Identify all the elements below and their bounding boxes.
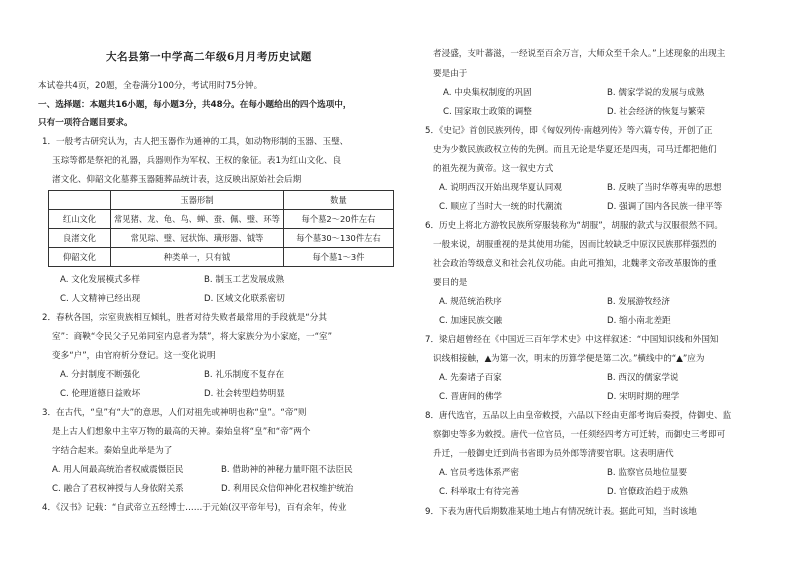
q2-option-b[interactable]: B. 礼乐制度不复存在 [204, 370, 285, 380]
q3-line-1: 3．在古代，“皇”有“大”的意思，人们对祖先或神明也称“皇”。“帝”则 [42, 408, 307, 418]
q6-option-c[interactable]: C. 加速民族交融 [439, 316, 503, 326]
table-cell: 仰韶文化 [49, 248, 111, 267]
q6-line-3: 社会政治等级意义和社会礼仪功能。由此可推知，北魏孝文帝改革服饰的重 [433, 259, 717, 269]
q7-line-2: 识线相接触，▲为第一次，明末的历算学便是第二次。”横线中的“▲”应为 [433, 354, 705, 364]
q1-line-1: 1．一般考古研究认为，古人把玉器作为通神的工具，如动物形制的玉器、玉璧、 [42, 137, 349, 147]
q2-option-c[interactable]: C. 伦理道德日益败坏 [60, 389, 141, 399]
q6-line-2: 一般来说，胡服重视的是其使用功能，因而比较缺乏中原汉民族那样强烈的 [433, 240, 717, 250]
table-cell: 种类单一，只有钺 [111, 248, 284, 267]
q5-option-d[interactable]: D. 强调了国内各民族一律平等 [607, 202, 723, 212]
q1-option-d[interactable]: D. 区域文化联系密切 [204, 294, 285, 304]
table-row [49, 248, 394, 267]
q2-line-1: 2．春秋各国，宗室贵族相互倾轧，胜者对待失败者最常用的手段就是“分其 [42, 313, 327, 323]
q8-line-1: 8．唐代选官，五品以上由皇帝敕授，六品以下经由吏部考询后奏授，侍御史、监 [425, 411, 732, 421]
q7-line-1: 7．梁启超曾经在《中国近三百年学术史》中这样叙述：“中国知识线和外国知 [425, 335, 719, 345]
q8-option-d[interactable]: D. 官僚政治趋于成熟 [607, 487, 688, 497]
q7-option-c[interactable]: C. 晋唐间的佛学 [439, 392, 503, 402]
q4-option-a[interactable]: A. 中央集权制度的巩固 [443, 88, 532, 98]
q1-option-a[interactable]: A. 文化发展模式多样 [60, 275, 140, 285]
q3-line-3: 字结合起来。秦始皇此举是为了 [52, 446, 173, 456]
table-row [49, 210, 394, 229]
q7-option-a[interactable]: A. 先秦诸子百家 [439, 373, 502, 383]
q9-line-1: 9．下表为唐代后期数准某地土地占有情况统计表。据此可知，当时该地 [425, 507, 697, 517]
q2-option-d[interactable]: D. 社会转型趋势明显 [204, 389, 285, 399]
q6-line-4: 要目的是 [433, 278, 468, 288]
table-cell: 红山文化 [49, 210, 111, 229]
q8-option-b[interactable]: B. 监察官员地位显要 [607, 468, 688, 478]
page-title: 大名县第一中学高二年级6月月考历史试题 [106, 51, 312, 63]
q5-option-b[interactable]: B. 反映了当时华尊夷卑的思想 [607, 183, 722, 193]
section-heading-cont: 只有一项符合题目要求。 [38, 118, 133, 128]
q3-line-2: 是上古人们想象中主宰万物的最高的天神。秦始皇将“皇”和“帝”两个 [52, 427, 311, 437]
table-row [49, 229, 394, 248]
q1-option-c[interactable]: C. 人文精神已经出现 [60, 294, 141, 304]
q5-line-1: 5．《史记》首创民族列传，即《匈奴列传·南越列传》等六篇专传，开创了正 [425, 126, 713, 136]
q4-line-2: 者浸盛，支叶蕃滋，一经说至百余万言，大师众至千余人。”上述现象的出现主 [433, 49, 726, 59]
table-header-row [49, 191, 394, 210]
exam-info: 本试卷共4页，20题，全卷满分100分，考试用时75分钟。 [38, 81, 263, 91]
q6-option-a[interactable]: A. 规范统治秩序 [439, 297, 502, 307]
q3-option-d[interactable]: D. 利用民众信仰神化君权维护统治 [221, 484, 354, 494]
q7-option-b[interactable]: B. 西汉的儒家学说 [607, 373, 679, 383]
q5-line-2: 史为少数民族政权立传的先例。而且无论是华夏还是四夷，司马迁都把他们 [433, 145, 717, 155]
q4-line-1: 4．《汉书》记载：“自武帝立五经博士……于元始(汉平帝年号)，百有余年，传业 [42, 503, 347, 513]
section-heading: 一、选择题：本题共16小题，每小题3分，共48分。在每小题给出的四个选项中， [38, 100, 352, 110]
table-header-cell: 数量 [283, 191, 393, 210]
table-cell: 每个墓30～130件左右 [283, 229, 393, 248]
q4-option-d[interactable]: D. 社会经济的恢复与繁荣 [607, 107, 706, 117]
q2-line-3: 变多“户”，由官府析分登记。这一变化说明 [52, 351, 216, 361]
q8-option-c[interactable]: C. 科举取士有待完善 [439, 487, 520, 497]
q3-option-c[interactable]: C. 融合了君权神授与人身依附关系 [52, 484, 184, 494]
q2-option-a[interactable]: A. 分封制度不断强化 [60, 370, 140, 380]
table-cell: 常见琮、璧、冠状饰、璜形器、钺等 [111, 229, 284, 248]
table-cell: 良渚文化 [49, 229, 111, 248]
q5-option-c[interactable]: C. 顺应了当时大一统的时代潮流 [439, 202, 563, 212]
q1-line-2: 玉琮等都是祭祀的礼器，兵器则作为军权、王权的象征。表1为红山文化、良 [52, 156, 342, 166]
q3-option-b[interactable]: B. 借助神的神秘力量吓阻不法臣民 [221, 465, 353, 475]
q2-line-2: 室”：商鞅“令民父子兄弟同室内息者为禁”，将大家族分为小家庭，一“室” [52, 332, 333, 342]
table-cell: 每个墓2～20件左右 [283, 210, 393, 229]
q4-option-b[interactable]: B. 儒家学说的发展与成熟 [607, 88, 705, 98]
q7-option-d[interactable]: D. 宋明时期的理学 [607, 392, 680, 402]
q1-line-3: 渚文化、仰韶文化墓葬玉器随葬品统计表，这反映出原始社会后期 [52, 175, 302, 185]
q3-option-a[interactable]: A. 用人间最高统治者权威震慑臣民 [52, 465, 184, 475]
q5-option-a[interactable]: A. 说明西汉开始出现华夏认同观 [439, 183, 562, 193]
q6-option-b[interactable]: B. 发展游牧经济 [607, 297, 670, 307]
q5-line-3: 的祖先视为黄帝。这一叙史方式 [433, 164, 554, 174]
q1-option-b[interactable]: B. 制玉工艺发展成熟 [204, 275, 285, 285]
q6-line-1: 6．历史上将北方游牧民族所穿服装称为“胡服”，胡服的款式与汉服很然不同。 [425, 221, 723, 231]
q8-line-3: 升迁，一般御史迁到尚书省即为员外郎等清要官职。这表明唐代 [433, 449, 674, 459]
table-header-cell [49, 191, 111, 210]
q4-option-c[interactable]: C. 国家取士政策的调整 [443, 107, 532, 117]
q8-line-2: 察御史等多为敕授。唐代一位官员，一任须经四考方可迁转，而御史三考即可 [433, 430, 726, 440]
table-cell: 每个墓1～3件 [283, 248, 393, 267]
q8-option-a[interactable]: A. 官员考选体系严密 [439, 468, 519, 478]
q6-option-d[interactable]: D. 缩小南北差距 [607, 316, 671, 326]
table-header-cell: 玉器形制 [111, 191, 284, 210]
q4-line-3: 要是由于 [433, 69, 468, 79]
table-cell: 常见猪、龙、龟、鸟、蝉、蚕、佩、璧、环等 [111, 210, 284, 229]
jade-artifact-table [48, 190, 394, 267]
